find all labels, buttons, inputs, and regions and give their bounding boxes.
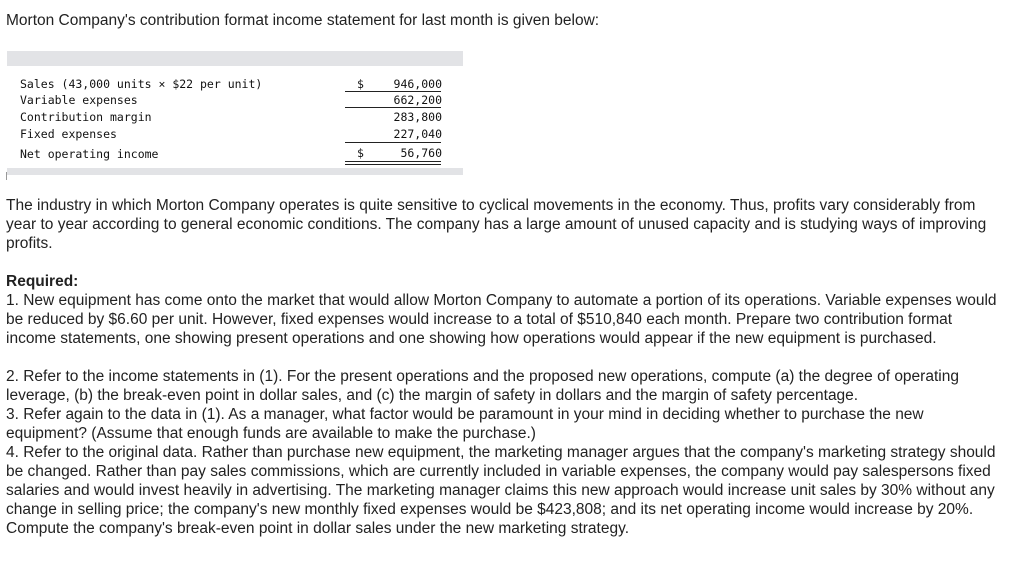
row-sales-dollar: $ [357, 77, 364, 91]
row-variable-expenses-amount: 662,200 [393, 93, 442, 107]
question-4: 4. Refer to the original data. Rather than purchase new equipment, the marketing manager argues that the company's marketing strategy should be changed. Rather than pay sales commissions, which are currently included in variable expenses, the company would pay salespersons fixed salaries and would invest heavily in advertising. The marketing manager claims this new approach would increase unit sales by 30% without any change in selling price; the company's new monthly fixed expenses would be $423,808; and its net operating income would increase by 20%. Compute the company's break-even point in dollar sales under the new marketing strategy. [6, 444, 996, 537]
row-fixed-expenses-amount: 227,040 [393, 127, 442, 141]
row-fixed-expenses-label: Fixed expenses [20, 127, 117, 141]
row-net-operating-income-dollar: $ [357, 146, 364, 160]
statement-header-bar [7, 51, 463, 66]
row-net-operating-income-label: Net operating income [20, 147, 159, 161]
row-contribution-margin-amount: 283,800 [393, 110, 442, 124]
double-underline-top [345, 161, 441, 162]
intro-text: Morton Company's contribution format income statement for last month is given below: [6, 12, 600, 29]
row-sales-label: Sales (43,000 units × $22 per unit) [20, 77, 263, 91]
cursor-mark [6, 172, 7, 180]
statement-footer-bar [7, 168, 463, 175]
underline-fixed-expenses [345, 142, 441, 143]
row-contribution-margin-label: Contribution margin [20, 110, 152, 124]
row-variable-expenses-label: Variable expenses [20, 93, 138, 107]
row-sales-amount: 946,000 [393, 77, 442, 91]
question-2: 2. Refer to the income statements in (1). For the present operations and the proposed new operations, compute (a) the degree of operating leverage, (b) the break-even point in dollar sales, and (c) the margin of safety in dollars and the margin of safety percentage. [6, 368, 959, 404]
underline-sales [345, 91, 441, 92]
row-net-operating-income-amount: 56,760 [400, 146, 442, 160]
context-paragraph: The industry in which Morton Company operates is quite sensitive to cyclical movements in the economy. Thus, profits vary considerably from year to year according to general economic conditions. The company has a large amount of unused capacity and is studying ways of improving profits. [6, 197, 987, 252]
question-3: 3. Refer again to the data in (1). As a manager, what factor would be paramount in your mind in deciding whether to purchase the new equipment? (Assume that enough funds are available to make the purchase.) [6, 406, 924, 442]
required-heading: Required: [6, 273, 79, 290]
underline-variable-expenses [345, 107, 441, 108]
question-1: 1. New equipment has come onto the market that would allow Morton Company to automate a portion of its operations. Variable expenses would be reduced by $6.60 per unit. However, fixed expenses would increase to a total of $510,840 each month. Prepare two contribution format income statements, one showing present operations and one showing how operations would appear if the new equipment is purchased. [6, 292, 997, 347]
income-statement [7, 51, 463, 175]
statement-body [7, 66, 463, 168]
double-underline-bottom [345, 164, 441, 165]
